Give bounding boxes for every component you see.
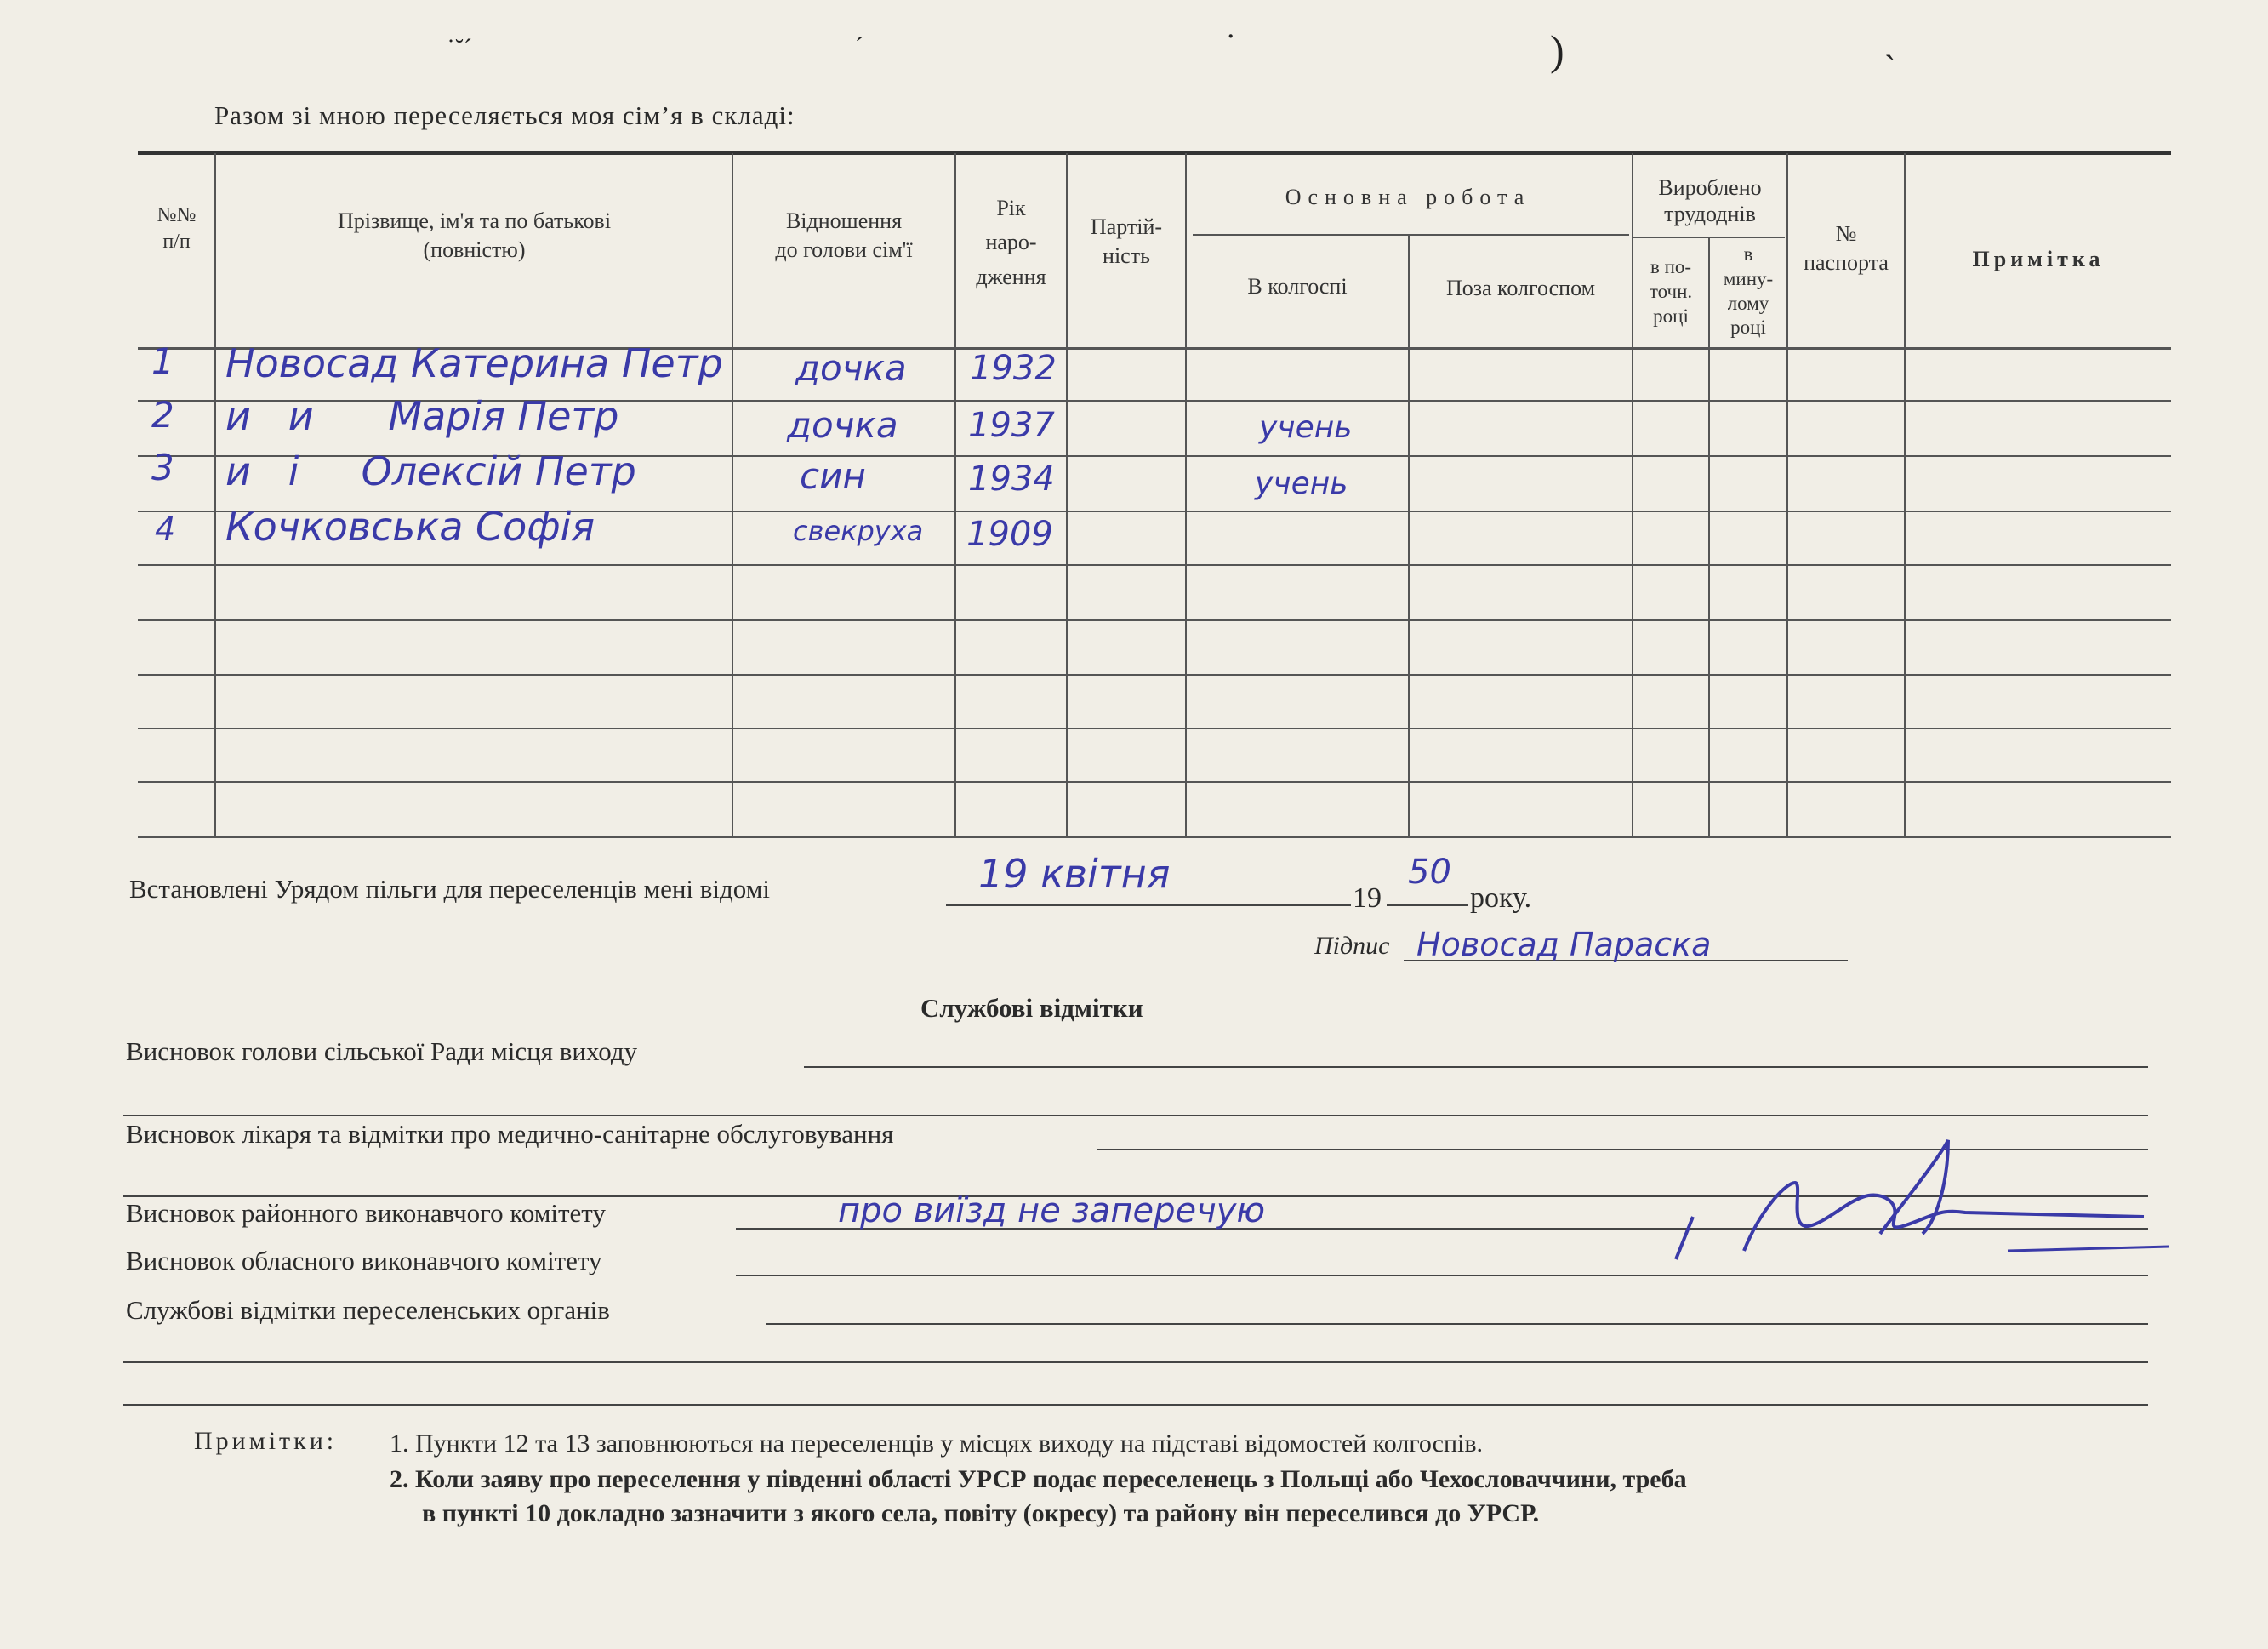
- signature-value: Новосад Параска: [1416, 926, 1712, 963]
- benefits-date: 19 квітня: [978, 851, 1171, 897]
- line4-label: Висновок обласного виконавчого комітету: [126, 1246, 602, 1275]
- row-num: 1: [151, 340, 174, 382]
- signature-label: Підпис: [1314, 932, 1390, 960]
- notes-label: Примітки:: [194, 1427, 338, 1455]
- col-header-current-year: в по- точн. році: [1649, 256, 1693, 327]
- row-work: учень: [1255, 466, 1348, 501]
- row-num: 2: [151, 394, 174, 436]
- benefits-label: Встановлені Урядом пільги для переселенців мені відомі: [129, 874, 770, 904]
- line3-label: Висновок районного виконавчого комітету: [126, 1198, 606, 1228]
- col-header-party: Партій- ність: [1090, 214, 1163, 268]
- row-year: 1934: [968, 459, 1055, 499]
- col-header-num: №№ п/п: [157, 204, 197, 254]
- col-header-year: Рік наро- дження: [976, 196, 1046, 289]
- scan-mark: ˊ: [855, 32, 863, 60]
- year-suffix: 50: [1408, 853, 1451, 892]
- col-header-name: Прізвище, ім'я та по батькові (повністю): [337, 208, 612, 262]
- row-year: 1937: [968, 406, 1055, 445]
- scan-mark: ˙˘ˊ: [447, 34, 472, 62]
- year-word: року.: [1470, 882, 1532, 914]
- row-relation: син: [800, 455, 866, 497]
- col-header-relation: Відношення до голови сім'ї: [775, 208, 913, 262]
- row-name: и и Марія Петр: [225, 393, 619, 439]
- row-relation: дочка: [787, 404, 898, 446]
- service-title: Службові відмітки: [920, 993, 1143, 1023]
- note-1: 1. Пункти 12 та 13 заповнюються на переселенців у місцях виходу на підставі відомостей колгоспів.: [390, 1429, 1484, 1458]
- col-header-main-work: Основна робота: [1285, 185, 1531, 209]
- row-year: 1932: [970, 349, 1057, 388]
- line3-value: про виїзд не заперечую: [838, 1191, 1266, 1230]
- scan-mark: ): [1550, 26, 1564, 74]
- row-relation: дочка: [795, 347, 907, 389]
- col-header-last-year: в мину- лому році: [1723, 243, 1774, 339]
- row-num: 3: [151, 447, 174, 488]
- col-header-note: Примітка: [1972, 247, 2105, 271]
- row-relation: свекруха: [793, 515, 924, 547]
- intro-text: Разом зі мною переселяється моя сім’я в складі:: [214, 100, 795, 130]
- line5-label: Службові відмітки переселенських органів: [126, 1295, 610, 1325]
- row-num: 4: [155, 511, 176, 548]
- scan-mark: ˙: [1225, 26, 1237, 65]
- col-header-workdays: Вироблено трудоднів: [1658, 175, 1762, 227]
- note-2b: в пункті 10 докладно зазначити з якого села, повіту (окресу) та району він переселився до УРСР.: [422, 1499, 1540, 1527]
- row-name: Новосад Катерина Петр: [225, 340, 723, 386]
- col-header-passport: № паспорта: [1804, 221, 1889, 275]
- col-header-in-kolkhoz: В колгоспі: [1247, 274, 1348, 299]
- col-header-outside-kolkhoz: Поза колгоспом: [1445, 276, 1596, 300]
- row-year: 1909: [966, 515, 1053, 554]
- year-prefix: 19: [1353, 882, 1382, 914]
- row-name: и і Олексій Петр: [225, 448, 636, 494]
- scan-mark: ˎ: [1884, 22, 1896, 60]
- row-work: учень: [1259, 410, 1353, 445]
- line2-label: Висновок лікаря та відмітки про медично-санітарне обслуговування: [126, 1119, 894, 1149]
- line1-label: Висновок голови сільської Ради місця виходу: [126, 1036, 638, 1066]
- note-2a: 2. Коли заяву про переселення у південні області УРСР подає переселенець з Польщі або Чехословаччини, треба: [390, 1465, 1687, 1493]
- row-name: Кочковська Софія: [225, 504, 595, 550]
- official-signature: [1667, 1132, 2195, 1302]
